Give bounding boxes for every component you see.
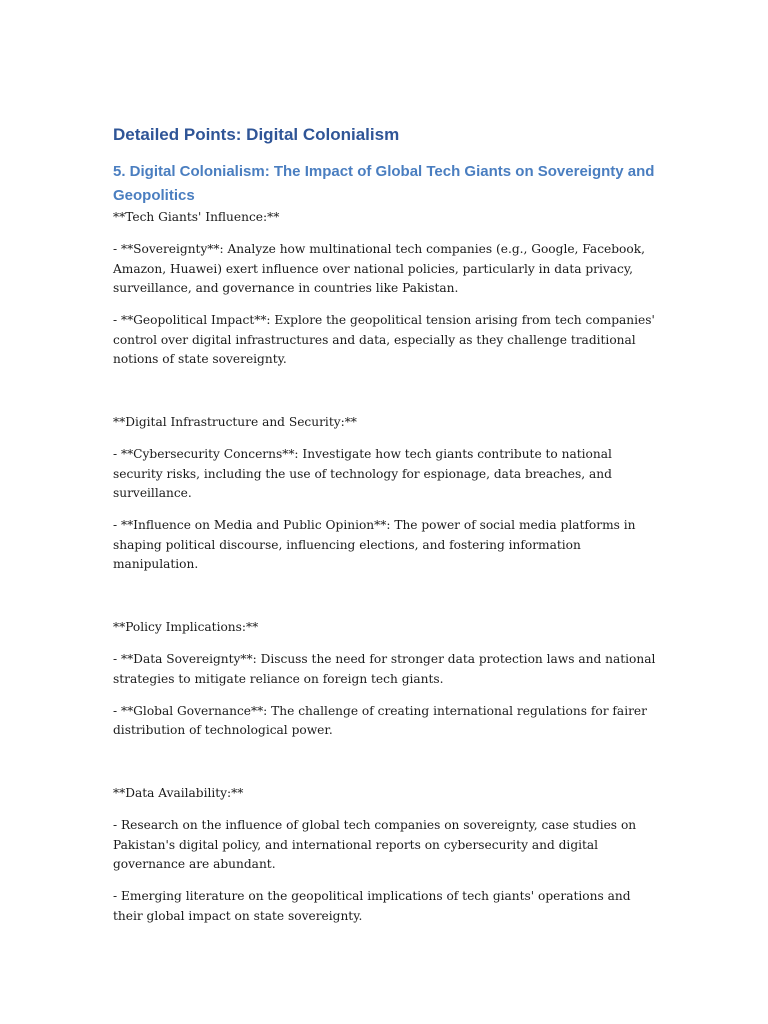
section-digital-infrastructure xyxy=(113,413,658,575)
bullet-paragraph: - **Global Governance**: The challenge of creating international regulations for fairer distribution of technological power. xyxy=(113,703,647,737)
paragraph-spacer xyxy=(113,382,658,413)
bullet-paragraph: - **Cybersecurity Concerns**: Investigate how tech giants contribute to national security risks, including the use of technology for espionage, data breaches, and surveillance. xyxy=(113,447,612,500)
section-data-availability xyxy=(113,784,658,926)
bullet-paragraph: - **Geopolitical Impact**: Explore the geopolitical tension arising from tech companies' control over digital infrastructures and data, especially as they challenge traditional notions of state sovereignty. xyxy=(113,313,655,366)
section-policy-implications xyxy=(113,618,658,741)
section-label: **Tech Giants' Influence:** xyxy=(113,210,280,224)
section-label: **Digital Infrastructure and Security:** xyxy=(113,415,357,429)
document-content xyxy=(113,124,658,939)
section-tech-giants-influence xyxy=(113,208,658,370)
section-label: **Policy Implications:** xyxy=(113,620,259,634)
bullet-paragraph: - **Sovereignty**: Analyze how multinational tech companies (e.g., Google, Facebook, Amazon, Huawei) exert influence over national policies, particularly in data privacy, surveillance, and governance in countries like Pakistan. xyxy=(113,242,645,295)
section-heading: 5. Digital Colonialism: The Impact of Global Tech Giants on Sovereignty and Geopolitics xyxy=(113,163,655,204)
bullet-paragraph: - **Influence on Media and Public Opinion**: The power of social media platforms in shaping political discourse, influencing elections, and fostering information manipulation. xyxy=(113,518,636,571)
paragraph-spacer xyxy=(113,587,658,618)
paragraph-spacer xyxy=(113,753,658,784)
bullet-paragraph: - Emerging literature on the geopolitical implications of tech giants' operations and their global impact on state sovereignty. xyxy=(113,889,631,923)
section-label: **Data Availability:** xyxy=(113,786,244,800)
document-title: Detailed Points: Digital Colonialism xyxy=(113,125,400,144)
bullet-paragraph: - **Data Sovereignty**: Discuss the need for stronger data protection laws and national strategies to mitigate reliance on foreign tech giants. xyxy=(113,652,656,686)
bullet-paragraph: - Research on the influence of global tech companies on sovereignty, case studies on Pakistan's digital policy, and international reports on cybersecurity and digital governance are abundant. xyxy=(113,818,637,871)
